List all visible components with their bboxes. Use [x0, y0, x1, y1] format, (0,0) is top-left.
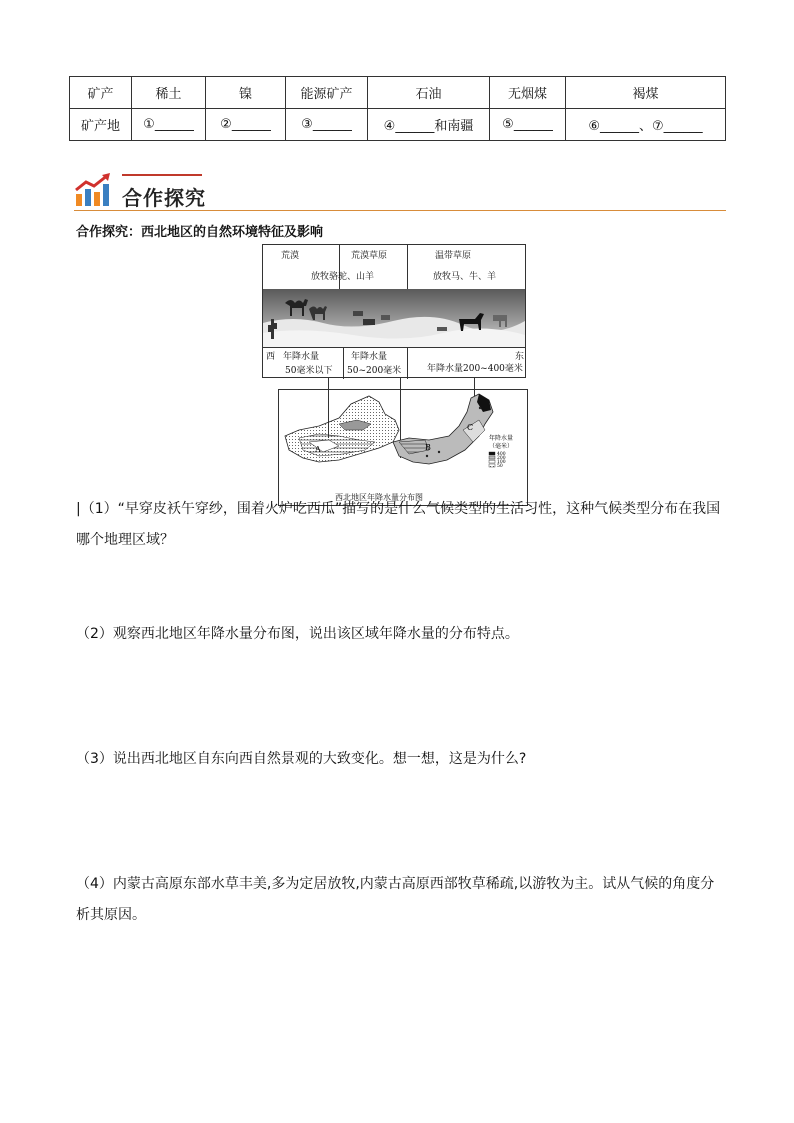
precip-label: 年降水量	[351, 352, 388, 362]
table-cell: ②______	[206, 109, 286, 141]
legend-unit: （毫米）	[489, 443, 514, 450]
question-3: （3）说出西北地区自东向西自然景观的大致变化。想一想，这是为什么?	[76, 751, 527, 767]
table-cell: 褐煤	[566, 77, 726, 109]
herding-label: 放牧马、牛、羊	[433, 272, 497, 282]
legend-value: 50	[497, 464, 503, 469]
table-cell: ⑥______、⑦______	[566, 109, 726, 141]
herding-label: 放牧骆驼、山羊	[311, 272, 375, 282]
legend-value: 400	[497, 452, 506, 457]
table-cell: ③______	[286, 109, 368, 141]
table-cell: 矿产地	[70, 109, 132, 141]
table-cell: 能源矿产	[286, 77, 368, 109]
precip-label: 年降水量200~400毫米	[427, 364, 523, 374]
precip-value: 50毫米以下	[285, 366, 333, 376]
map-label-b: B	[425, 443, 431, 452]
legend-value: 100	[497, 460, 506, 465]
map-label-c: C	[467, 423, 474, 432]
map-label-a: A	[315, 445, 321, 454]
northwest-map-image	[279, 390, 527, 505]
zone-label: 温带草原	[435, 251, 472, 261]
table-cell: 镍	[206, 77, 286, 109]
table-cell: ④______和南疆	[368, 109, 490, 141]
legend-value: 200	[497, 456, 506, 461]
table-cell: ⑤______	[490, 109, 566, 141]
table-cell: ①______	[132, 109, 206, 141]
question-2: （2）观察西北地区年降水量分布图，说出该区域年降水量的分布特点。	[76, 626, 519, 642]
subtitle: 合作探究：西北地区的自然环境特征及影响	[76, 225, 324, 240]
direction-east: 东	[515, 352, 525, 362]
zone-label: 荒漠	[281, 251, 300, 261]
precipitation-map	[278, 389, 528, 506]
landscape-scene-image	[263, 289, 525, 347]
table-cell: 矿产	[70, 77, 132, 109]
bar-chart-icon	[74, 172, 114, 208]
section-header	[74, 170, 726, 212]
precip-label: 年降水量	[283, 352, 320, 362]
question-1: |（1）“早穿皮袄午穿纱，围着火炉吃西瓜”描写的是什么气候类型的生活习性，这种气候类型分布在我国哪个地理区域？	[76, 501, 721, 548]
legend-title: 年降水量	[489, 435, 514, 442]
landscape-panel	[262, 244, 526, 378]
precip-value: 50~200毫米	[347, 366, 402, 376]
table-cell: 稀土	[132, 77, 206, 109]
minerals-table	[69, 76, 726, 141]
question-4: （4）内蒙古高原东部水草丰美,多为定居放牧,内蒙古高原西部牧草稀疏,以游牧为主。试从气候的角度分析其原因。	[76, 876, 715, 923]
direction-west: 西	[266, 352, 276, 362]
table-cell: 石油	[368, 77, 490, 109]
table-row	[70, 77, 726, 109]
decor-line	[122, 174, 202, 176]
table-cell: 无烟煤	[490, 77, 566, 109]
zone-label: 荒漠草原	[351, 251, 388, 261]
section-underline	[74, 210, 726, 211]
table-row	[70, 109, 726, 141]
section-title: 合作探究	[122, 186, 206, 210]
map-caption: 西北地区年降水量分布图	[335, 493, 423, 502]
